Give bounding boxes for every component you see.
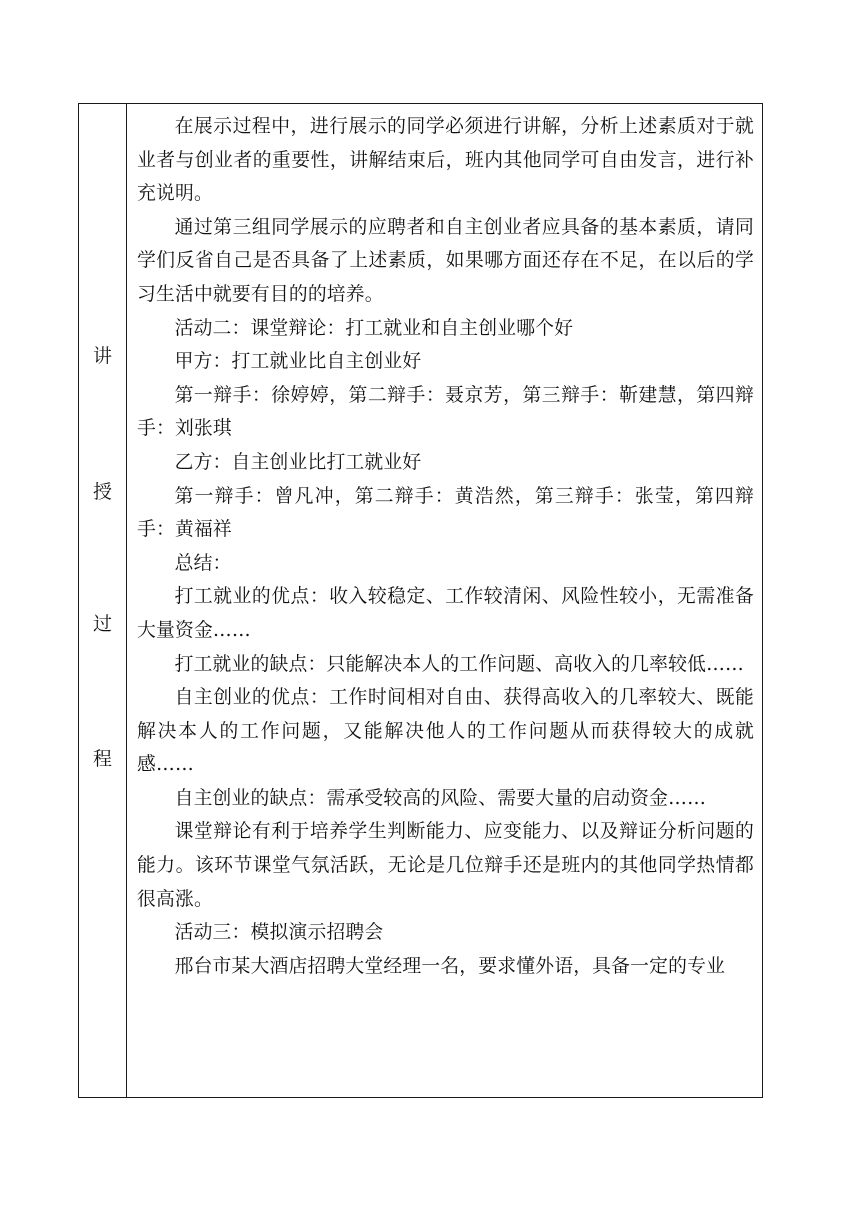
- paragraph: 乙方：自主创业比打工就业好: [174, 451, 422, 473]
- lesson-table: [78, 103, 763, 1098]
- paragraph: 通过第三组同学展示的应聘者和自主创业者应具备的基本素质，请同学们反省自己是否具备了上述素质，如果哪方面还存在不足，在以后的学习生活中就要有目的的培养。: [137, 216, 754, 305]
- paragraph: 第一辩手：曾凡冲，第二辩手：黄浩然，第三辩手：张莹，第四辩手：黄福祥: [137, 485, 754, 541]
- paragraph: 邢台市某大酒店招聘大堂经理一名，要求懂外语，具备一定的专业: [174, 955, 726, 977]
- paragraph: 第一辩手：徐婷婷，第二辩手：聂京芳，第三辩手：靳建慧，第四辩手：刘张琪: [137, 384, 754, 440]
- lesson-content: [127, 104, 762, 1097]
- section-label-char: 过: [92, 613, 112, 635]
- section-label-column: [79, 104, 127, 1097]
- paragraph: 打工就业的优点：收入较稳定、工作较清闲、风险性较小，无需准备大量资金……: [137, 586, 754, 641]
- paragraph: 总结：: [174, 552, 232, 574]
- section-label-char: 程: [92, 748, 112, 770]
- paragraph: 打工就业的缺点：只能解决本人的工作问题、高收入的几率较低……: [174, 653, 745, 675]
- section-label-char: 讲: [92, 345, 112, 367]
- section-label-char: 授: [92, 481, 112, 503]
- paragraph: 课堂辩论有利于培养学生判断能力、应变能力、以及辩证分析问题的能力。该环节课堂气氛活跃，无论是几位辩手还是班内的其他同学热情都很高涨。: [137, 821, 754, 910]
- paragraph: 活动二：课堂辩论：打工就业和自主创业哪个好: [174, 317, 574, 339]
- paragraph: 自主创业的缺点：需承受较高的风险、需要大量的启动资金……: [174, 787, 707, 809]
- paragraph: 自主创业的优点：工作时间相对自由、获得高收入的几率较大、既能解决本人的工作问题，又能解决他人的工作问题从而获得较大的成就感……: [137, 687, 754, 776]
- paragraph: 在展示过程中，进行展示的同学必须进行讲解，分析上述素质对于就业者与创业者的重要性，讲解结束后，班内其他同学可自由发言，进行补充说明。: [137, 116, 754, 205]
- paragraph: 活动三：模拟演示招聘会: [174, 922, 384, 944]
- paragraph: 甲方：打工就业比自主创业好: [174, 351, 422, 373]
